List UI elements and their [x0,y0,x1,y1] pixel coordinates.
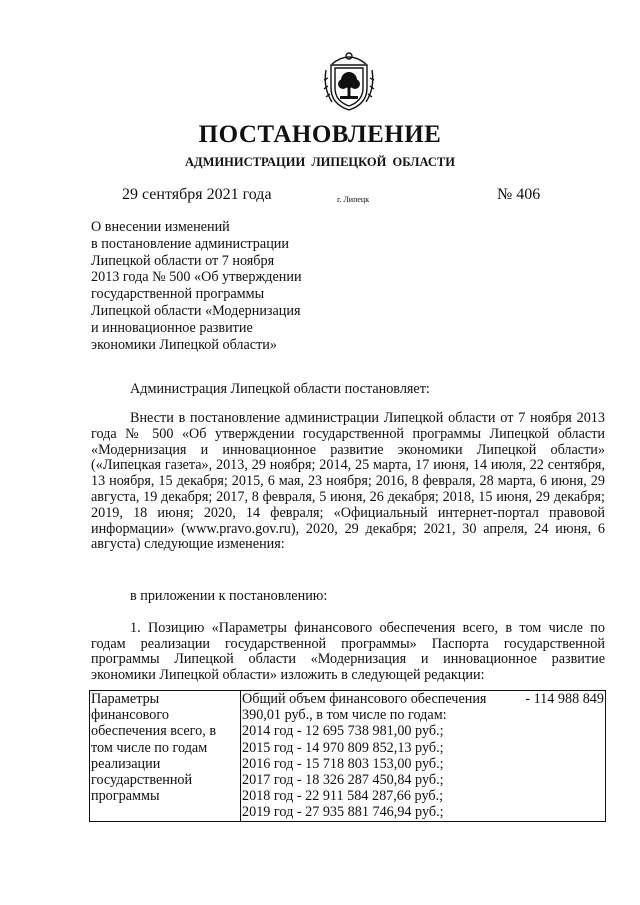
financing-table [89,690,606,822]
subject-line: в постановление администрации [91,235,289,252]
year-line: 2017 год - 18 326 287 450,84 руб.; [242,772,444,789]
label-line: государственной [91,772,193,789]
subject-line: государственной программы [91,286,265,303]
year-line: 2019 год - 27 935 881 746,94 руб.; [242,804,444,821]
appendix-line: в приложении к постановлению: [130,588,328,604]
subject-line: и инновационное развитие [91,319,253,336]
body-paragraph: Внести в постановление администрации Липецкой области от 7 ноября 2013 года № 500 «Об утверждении государственной программы Липецкой области «Модернизация и инновационное развитие экономики Липецкой области» («Липецкая газета», 2013, 29 ноября; 2014, 25 марта, 17 июня, 14 июля, 22 сентября, 13 ноября, 15 декабря; 2015, 6 мая, 23 ноября; 2016, 8 февраля, 28 марта, 6 июня, 29 августа, 19 декабря; 2017, 8 февраля, 5 июня, 26 декабря; 2018, 15 июня, 29 декабря; 2019, 18 июня; 2020, 14 февраля; «Официальный интернет-портал правовой информации» (www.pravo.gov.ru), 2020, 29 декабря; 2021, 30 апреля, 24 июня, 6 августа) следующие изменения: [91,410,605,553]
item-paragraph: 1. Позицию «Параметры финансового обеспечения всего, в том числе по годам реализации государственной программы» Паспорта государственной программы Липецкой области «Модернизация и инновационное развитие экономики Липецкой области» изложить в следующей редакции: [91,620,605,683]
page-title: ПОСТАНОВЛЕНИЕ [198,121,442,148]
decree-statement: Администрация Липецкой области постановляет: [130,381,430,397]
label-line: Параметры [91,691,160,707]
coat-of-arms-icon [322,48,376,114]
label-line: программы [91,788,160,805]
label-line: том числе по годам [91,739,208,756]
document-city: г. Липецк [337,195,370,204]
subject-line: Липецкой области «Модернизация [91,302,301,319]
year-line: 2016 год - 15 718 803 153,00 руб.; [242,755,444,772]
year-line: 2018 год - 22 911 584 287,66 руб.; [242,788,444,805]
subject-line: экономики Липецкой области» [91,336,277,353]
document-date: 29 сентября 2021 года [122,186,272,203]
document-subject [91,219,331,353]
subject-line: Липецкой области от 7 ноября [91,252,275,269]
total-amount-end: 390,01 руб., в том числе по годам: [242,707,447,724]
total-line [242,691,604,707]
issuing-authority: АДМИНИСТРАЦИИ ЛИПЕЦКОЙ ОБЛАСТИ [185,155,455,169]
total-label: Общий объем финансового обеспечения [242,691,487,707]
year-line: 2015 год - 14 970 809 852,13 руб.; [242,739,444,756]
table-cell-value [241,691,606,822]
year-line: 2014 год - 12 695 738 981,00 руб.; [242,723,444,740]
table-row [90,691,606,822]
total-amount-start: - 114 988 849 [525,691,604,707]
label-line: обеспечения всего, в [91,723,217,740]
table-cell-label [90,691,241,822]
label-line: финансового [91,707,169,724]
subject-line: 2013 года № 500 «Об утверждении [91,269,302,286]
document-number: № 406 [497,186,541,203]
subject-line: О внесении изменений [91,219,230,235]
label-line: реализации [91,755,161,772]
